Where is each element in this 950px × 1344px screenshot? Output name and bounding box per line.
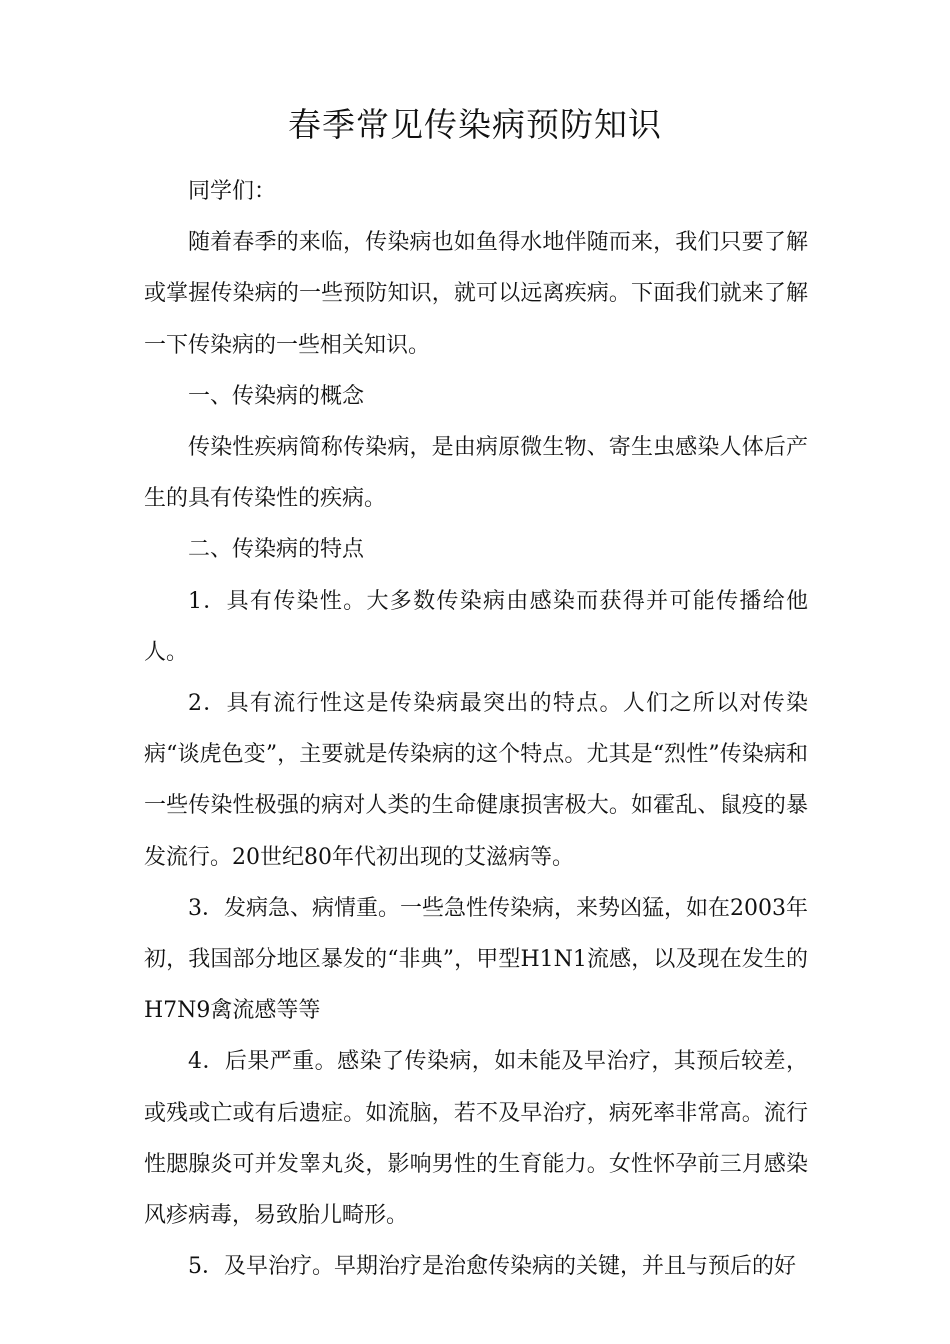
list-item-1: 1．具有传染性。大多数传染病由感染而获得并可能传播给他人。	[144, 588, 808, 665]
section-heading-features: 二、传染病的特点	[188, 537, 365, 563]
list-item-5: 5．及早治疗。早期治疗是治愈传染病的关键，并且与预后的好	[188, 1254, 796, 1280]
paragraph-greeting: 同学们：	[188, 179, 277, 204]
list-item-2: 2．具有流行性这是传染病最突出的特点。人们之所以对传染病“谈虎色变”，主要就是传染病的这个特点。尤其是“烈性”传染病和一些传染性极强的病对人类的生命健康损害极大。如霍乱、鼠疫的暴发流行。20世纪80年代初出现的艾滋病等。	[144, 691, 808, 870]
list-item-4: 4．后果严重。感染了传染病，如未能及早治疗，其预后较差，或残或亡或有后遗症。如流脑，若不及早治疗，病死率非常高。流行性腮腺炎可并发睾丸炎，影响男性的生育能力。女性怀孕前三月感染风疹病毒，易致胎儿畸形。	[144, 1049, 808, 1229]
list-item-3: 3．发病急、病情重。一些急性传染病，来势凶猛，如在2003年初，我国部分地区暴发的“非典”，甲型H1N1流感，以及现在发生的H7N9禽流感等等	[144, 895, 808, 1024]
section-heading-concept: 一、传染病的概念	[188, 383, 365, 409]
document-title: 春季常见传染病预防知识	[288, 105, 662, 144]
paragraph-concept: 传染性疾病简称传染病，是由病原微生物、寄生虫感染人体后产生的具有传染性的疾病。	[144, 435, 808, 512]
paragraph-intro: 随着春季的来临，传染病也如鱼得水地伴随而来，我们只要了解或掌握传染病的一些预防知识，就可以远离疾病。下面我们就来了解一下传染病的一些相关知识。	[144, 230, 808, 358]
document-body	[144, 166, 808, 1292]
